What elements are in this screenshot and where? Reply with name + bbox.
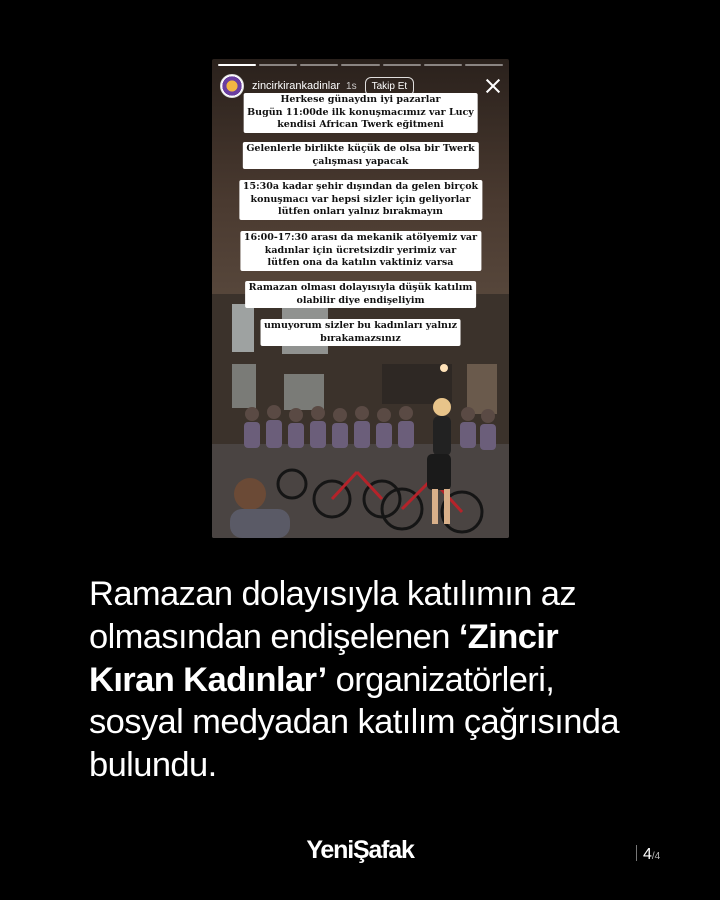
brand-logo: YeniŞafak [306, 836, 414, 864]
story-note-1 [243, 93, 478, 133]
caption-text-end: organizatörleri, sosyal medyadan katılım çağrısında bulundu. [89, 660, 619, 785]
story-note-4 [240, 231, 481, 271]
progress-segment [259, 64, 297, 66]
note-line: lütfen onları yalnız bırakmayın [278, 206, 443, 218]
follow-button[interactable]: Takip Et [365, 77, 415, 96]
story-note-6 [260, 319, 461, 346]
story-note-5 [245, 281, 477, 308]
progress-segment [465, 64, 503, 66]
caption-bold-name: ‘Zincir Kıran Kadınlar’ [89, 617, 559, 699]
story-progress-bar [218, 64, 503, 66]
progress-segment [218, 64, 256, 66]
story-note-2 [242, 142, 478, 169]
story-username[interactable]: zincirkirankadinlar [252, 80, 341, 92]
page-current: 4 [643, 846, 652, 863]
note-line: Bugün 11:00de ilk konuşmacımız var Lucy [247, 106, 474, 118]
story-time: 1s [346, 80, 357, 92]
profile-avatar[interactable] [220, 74, 244, 98]
pagination [636, 845, 660, 864]
note-line: Herkese günaydın iyi pazarlar [280, 94, 441, 105]
story-screenshot [212, 59, 509, 538]
note-line: 15:30a kadar şehir dışından da gelen birçok [242, 181, 479, 192]
progress-segment [383, 64, 421, 66]
note-line: olabilir diye endişeliyim [296, 294, 425, 306]
note-line: çalışması yapacak [312, 155, 409, 167]
caption-text: Ramazan dolayısıyla katılımın az olmasından endişelenen [89, 575, 577, 656]
note-line: lütfen ona da katılın vaktiniz varsa [267, 257, 454, 269]
note-line: umuyorum sizler bu kadınları yalnız [264, 320, 457, 331]
note-line: 16:00-17:30 arası da mekanik atölyemiz var [243, 232, 478, 243]
page-total: /4 [651, 851, 661, 862]
note-line: kendisi African Twerk eğitmeni [277, 119, 444, 131]
note-line: Gelenlerle birlikte küçük de olsa bir Twerk [246, 143, 475, 154]
news-caption [89, 573, 649, 787]
progress-segment [424, 64, 462, 66]
divider [636, 845, 637, 861]
progress-segment [300, 64, 338, 66]
note-line: kadınlar için ücretsizdir yerimiz var [264, 244, 457, 256]
note-line: Ramazan olması dolayısıyla düşük katılım [248, 282, 473, 293]
close-icon[interactable] [485, 78, 501, 94]
note-line: konuşmacı var hepsi sizler için geliyorlar [250, 193, 471, 205]
note-line: bırakamazsınız [320, 332, 401, 344]
progress-segment [341, 64, 379, 66]
story-note-3 [239, 180, 482, 220]
